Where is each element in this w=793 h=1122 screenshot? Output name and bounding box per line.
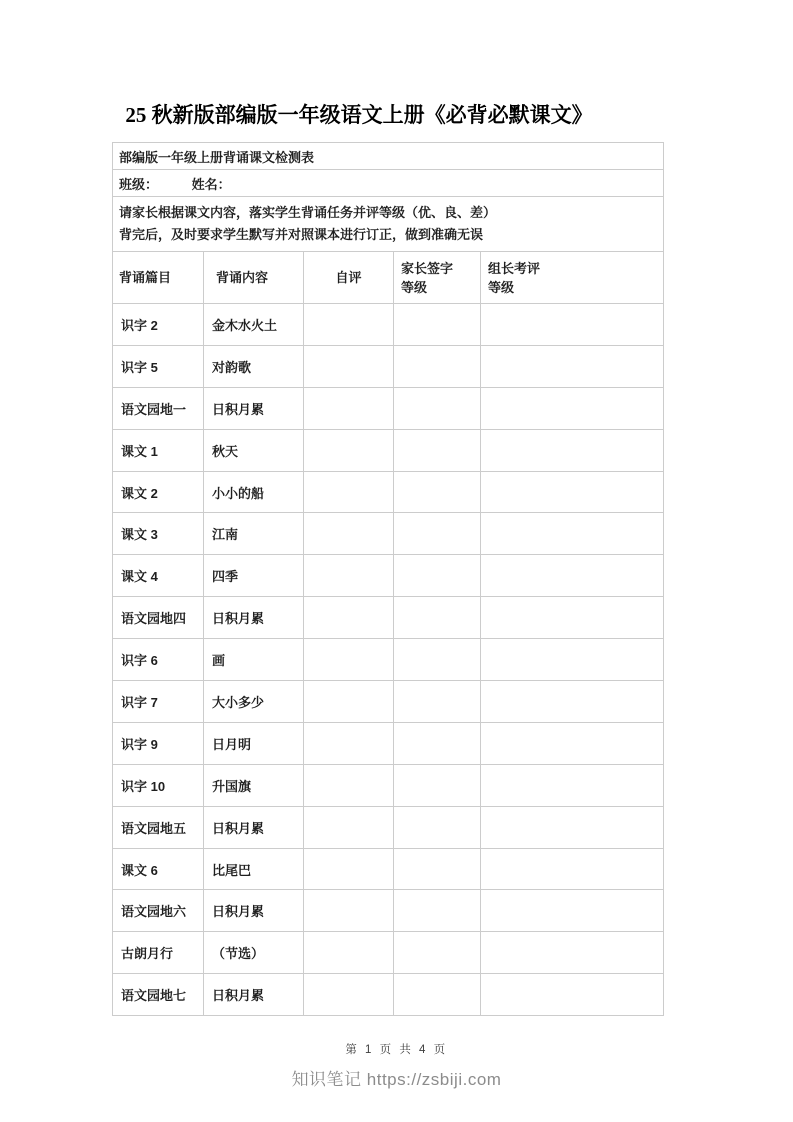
table-row (113, 639, 664, 681)
self-eval-cell (304, 387, 394, 429)
table-row (113, 597, 664, 639)
page-number: 第 1 页 共 4 页 (345, 1044, 448, 1056)
content-cell: 日积月累 (204, 806, 304, 848)
parent-sign-cell (394, 681, 481, 723)
self-eval-cell (304, 429, 394, 471)
item-cell: 识字 7 (113, 681, 204, 723)
self-eval-cell (304, 304, 394, 346)
item-cell: 语文园地六 (113, 890, 204, 932)
class-name-row (113, 170, 664, 197)
table-row (113, 974, 664, 1016)
instructions-row (113, 197, 664, 252)
self-eval-cell (304, 471, 394, 513)
parent-sign-cell (394, 597, 481, 639)
content-cell: 对韵歌 (204, 345, 304, 387)
table-header-row (113, 252, 664, 304)
item-cell: 语文园地一 (113, 387, 204, 429)
table-caption: 部编版一年级上册背诵课文检测表 (113, 143, 664, 170)
item-cell: 识字 6 (113, 639, 204, 681)
table-row (113, 722, 664, 764)
self-eval-cell (304, 932, 394, 974)
item-cell: 识字 10 (113, 764, 204, 806)
table-row (113, 345, 664, 387)
self-eval-cell (304, 848, 394, 890)
leader-review-cell (481, 429, 664, 471)
item-cell: 课文 1 (113, 429, 204, 471)
parent-sign-cell (394, 890, 481, 932)
site-watermark: 知识笔记 https://zsbiji.com (291, 1070, 502, 1089)
leader-review-cell (481, 639, 664, 681)
content-cell: 画 (204, 639, 304, 681)
item-cell: 课文 4 (113, 555, 204, 597)
self-eval-cell (304, 639, 394, 681)
item-cell: 识字 2 (113, 304, 204, 346)
self-eval-cell (304, 513, 394, 555)
table-caption-row (113, 143, 664, 170)
instructions-line-2: 背完后，及时要求学生默写并对照课本进行订正，做到准确无误 (119, 227, 484, 242)
content-cell: 四季 (204, 555, 304, 597)
leader-review-cell (481, 387, 664, 429)
self-eval-cell (304, 555, 394, 597)
content-cell: 升国旗 (204, 764, 304, 806)
table-row (113, 513, 664, 555)
self-eval-cell (304, 890, 394, 932)
self-eval-cell (304, 806, 394, 848)
parent-sign-cell (394, 848, 481, 890)
parent-sign-cell (394, 304, 481, 346)
item-cell: 识字 9 (113, 722, 204, 764)
content-cell: 秋天 (204, 429, 304, 471)
item-cell: 课文 2 (113, 471, 204, 513)
table-row (113, 304, 664, 346)
content-cell: 日月明 (204, 722, 304, 764)
self-eval-cell (304, 722, 394, 764)
item-cell: 课文 6 (113, 848, 204, 890)
parent-sign-cell (394, 932, 481, 974)
content-cell: 日积月累 (204, 890, 304, 932)
content-cell: 日积月累 (204, 597, 304, 639)
table-row (113, 429, 664, 471)
leader-review-cell (481, 848, 664, 890)
parent-sign-cell (394, 806, 481, 848)
header-leader-review-grade: 组长考评 等级 (481, 252, 664, 304)
leader-review-cell (481, 345, 664, 387)
table-row (113, 848, 664, 890)
leader-review-cell (481, 890, 664, 932)
content-cell: 日积月累 (204, 974, 304, 1016)
leader-review-cell (481, 764, 664, 806)
table-row (113, 932, 664, 974)
parent-sign-cell (394, 429, 481, 471)
item-cell: 识字 5 (113, 345, 204, 387)
leader-review-cell (481, 555, 664, 597)
self-eval-cell (304, 974, 394, 1016)
name-label: 姓名： (191, 176, 231, 192)
content-cell: （节选） (204, 932, 304, 974)
table-row (113, 681, 664, 723)
item-cell: 语文园地七 (113, 974, 204, 1016)
parent-sign-cell (394, 974, 481, 1016)
content-cell: 金木水火土 (204, 304, 304, 346)
header-self-evaluation: 自评 (304, 252, 394, 304)
parent-sign-cell (394, 639, 481, 681)
content-cell: 小小的船 (204, 471, 304, 513)
leader-review-cell (481, 932, 664, 974)
leader-review-cell (481, 974, 664, 1016)
leader-review-cell (481, 513, 664, 555)
parent-sign-cell (394, 555, 481, 597)
item-cell: 古朗月行 (113, 932, 204, 974)
table-row (113, 890, 664, 932)
instructions-line-1: 请家长根据课文内容，落实学生背诵任务并评等级（优、良、差） (119, 205, 497, 220)
content-cell: 日积月累 (204, 387, 304, 429)
table-row (113, 806, 664, 848)
leader-review-cell (481, 722, 664, 764)
self-eval-cell (304, 764, 394, 806)
parent-sign-cell (394, 513, 481, 555)
item-cell: 课文 3 (113, 513, 204, 555)
header-parent-signature-grade: 家长签字 等级 (394, 252, 481, 304)
leader-review-cell (481, 304, 664, 346)
leader-review-cell (481, 471, 664, 513)
leader-review-cell (481, 597, 664, 639)
self-eval-cell (304, 345, 394, 387)
parent-sign-cell (394, 387, 481, 429)
recitation-check-table (112, 142, 664, 1016)
table-row (113, 387, 664, 429)
leader-review-cell (481, 806, 664, 848)
table-row (113, 555, 664, 597)
item-cell: 语文园地五 (113, 806, 204, 848)
leader-review-cell (481, 681, 664, 723)
class-label: 班级： (119, 176, 159, 192)
table-row (113, 471, 664, 513)
self-eval-cell (304, 597, 394, 639)
header-recitation-item: 背诵篇目 (113, 252, 204, 304)
page-title: 25 秋新版部编版一年级语文上册《必背必默课文》 (125, 103, 593, 127)
header-recitation-content: 背诵内容 (204, 252, 304, 304)
content-cell: 大小多少 (204, 681, 304, 723)
content-cell: 江南 (204, 513, 304, 555)
content-cell: 比尾巴 (204, 848, 304, 890)
item-cell: 语文园地四 (113, 597, 204, 639)
parent-sign-cell (394, 345, 481, 387)
self-eval-cell (304, 681, 394, 723)
parent-sign-cell (394, 764, 481, 806)
parent-sign-cell (394, 471, 481, 513)
parent-sign-cell (394, 722, 481, 764)
table-row (113, 764, 664, 806)
